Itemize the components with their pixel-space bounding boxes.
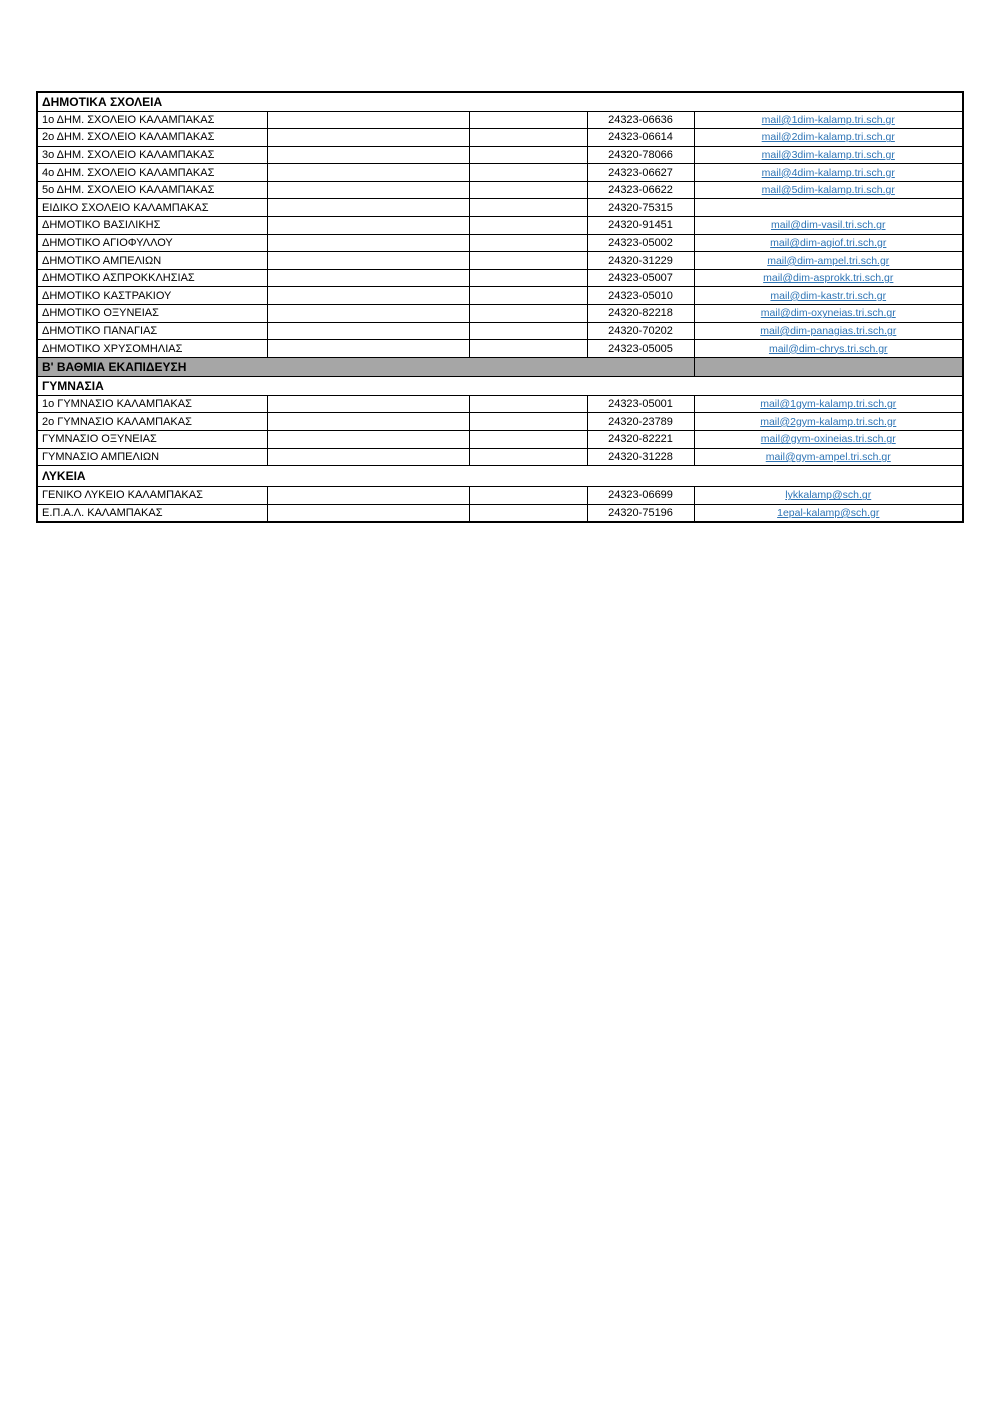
phone-cell: 24323-06627 — [587, 164, 694, 182]
empty-cell — [469, 164, 587, 182]
table-row — [37, 340, 963, 358]
email-cell — [694, 305, 963, 323]
table-row — [37, 504, 963, 522]
table-row — [37, 252, 963, 270]
email-cell — [694, 269, 963, 287]
email-link[interactable]: mail@dim-panagias.tri.sch.gr — [760, 324, 897, 337]
school-name-cell: ΓΥΜΝΑΣΙΟ ΟΞΥΝΕΙΑΣ — [37, 431, 267, 449]
empty-cell — [469, 287, 587, 305]
empty-cell — [267, 164, 469, 182]
empty-cell — [267, 146, 469, 164]
phone-cell: 24323-05005 — [587, 340, 694, 358]
schools-contact-table — [36, 91, 964, 523]
section-title-dimotika: ΔΗΜΟΤΙΚΑ ΣΧΟΛΕΙΑ — [37, 92, 963, 111]
school-name-cell: ΔΗΜΟΤΙΚΟ ΑΣΠΡΟΚΚΛΗΣΙΑΣ — [37, 269, 267, 287]
section-title-secondary: Β' ΒΑΘΜΙΑ ΕΚΑΠΙΔΕΥΣΗ — [37, 357, 694, 376]
phone-cell: 24320-31229 — [587, 252, 694, 270]
empty-cell — [469, 487, 587, 505]
section-title-gymnasia: ΓΥΜΝΑΣΙΑ — [37, 376, 963, 395]
school-name-cell: ΔΗΜΟΤΙΚΟ ΟΞΥΝΕΙΑΣ — [37, 305, 267, 323]
school-name-cell: ΔΗΜΟΤΙΚΟ ΒΑΣΙΛΙΚΗΣ — [37, 217, 267, 235]
email-link[interactable]: mail@3dim-kalamp.tri.sch.gr — [761, 148, 895, 161]
empty-cell — [267, 431, 469, 449]
empty-cell — [267, 217, 469, 235]
section-header-row — [37, 376, 963, 395]
email-cell — [694, 504, 963, 522]
empty-cell — [469, 234, 587, 252]
table-row — [37, 487, 963, 505]
phone-cell: 24320-75315 — [587, 199, 694, 217]
email-link[interactable]: mail@5dim-kalamp.tri.sch.gr — [761, 184, 895, 197]
email-cell — [694, 448, 963, 466]
phone-cell: 24323-06699 — [587, 487, 694, 505]
empty-cell — [267, 340, 469, 358]
email-link[interactable]: mail@dim-agiof.tri.sch.gr — [770, 236, 887, 249]
table-row — [37, 146, 963, 164]
empty-cell — [469, 322, 587, 340]
empty-cell — [267, 269, 469, 287]
school-name-cell: ΕΙΔΙΚΟ ΣΧΟΛΕΙΟ ΚΑΛΑΜΠΑΚΑΣ — [37, 199, 267, 217]
table-row — [37, 448, 963, 466]
table-row — [37, 305, 963, 323]
phone-cell: 24323-05007 — [587, 269, 694, 287]
table-row — [37, 111, 963, 129]
email-link[interactable]: mail@dim-vasil.tri.sch.gr — [771, 219, 886, 232]
email-link[interactable]: mail@dim-oxyneias.tri.sch.gr — [760, 307, 896, 320]
empty-cell — [469, 504, 587, 522]
email-cell — [694, 111, 963, 129]
phone-cell: 24320-70202 — [587, 322, 694, 340]
email-link[interactable]: lykkalamp@sch.gr — [785, 489, 872, 502]
empty-cell — [267, 413, 469, 431]
school-name-cell: 2ο ΔΗΜ. ΣΧΟΛΕΙΟ ΚΑΛΑΜΠΑΚΑΣ — [37, 129, 267, 147]
school-name-cell: 2ο ΓΥΜΝΑΣΙΟ ΚΑΛΑΜΠΑΚΑΣ — [37, 413, 267, 431]
empty-cell — [267, 234, 469, 252]
email-cell — [694, 252, 963, 270]
school-name-cell: ΔΗΜΟΤΙΚΟ ΑΜΠΕΛΙΩΝ — [37, 252, 267, 270]
email-link[interactable]: mail@gym-ampel.tri.sch.gr — [765, 450, 891, 463]
empty-cell — [267, 287, 469, 305]
phone-cell: 24320-82221 — [587, 431, 694, 449]
empty-cell — [469, 269, 587, 287]
table-row — [37, 269, 963, 287]
table-row — [37, 431, 963, 449]
email-cell — [694, 395, 963, 413]
table-row — [37, 395, 963, 413]
empty-cell — [267, 448, 469, 466]
phone-cell: 24320-23789 — [587, 413, 694, 431]
phone-cell: 24323-06614 — [587, 129, 694, 147]
empty-cell — [469, 448, 587, 466]
empty-cell — [469, 252, 587, 270]
phone-cell: 24320-31228 — [587, 448, 694, 466]
email-cell — [694, 181, 963, 199]
phone-cell: 24323-06636 — [587, 111, 694, 129]
table-row — [37, 287, 963, 305]
empty-cell — [267, 181, 469, 199]
email-link[interactable]: mail@1gym-kalamp.tri.sch.gr — [760, 398, 897, 411]
table-row — [37, 129, 963, 147]
email-link[interactable]: mail@dim-ampel.tri.sch.gr — [767, 254, 890, 267]
table-row — [37, 322, 963, 340]
phone-cell: 24323-05010 — [587, 287, 694, 305]
email-cell-empty — [694, 199, 963, 217]
table-row — [37, 217, 963, 235]
email-cell — [694, 129, 963, 147]
empty-cell — [469, 305, 587, 323]
school-name-cell: Ε.Π.Α.Λ. ΚΑΛΑΜΠΑΚΑΣ — [37, 504, 267, 522]
phone-cell: 24320-82218 — [587, 305, 694, 323]
email-cell — [694, 322, 963, 340]
school-name-cell: ΔΗΜΟΤΙΚΟ ΚΑΣΤΡΑΚΙΟΥ — [37, 287, 267, 305]
phone-cell: 24320-75196 — [587, 504, 694, 522]
email-link[interactable]: mail@2gym-kalamp.tri.sch.gr — [760, 415, 897, 428]
empty-cell — [469, 181, 587, 199]
empty-cell — [469, 111, 587, 129]
email-link[interactable]: mail@dim-kastr.tri.sch.gr — [770, 289, 887, 302]
email-cell — [694, 340, 963, 358]
table-row — [37, 181, 963, 199]
email-link[interactable]: 1epal-kalamp@sch.gr — [777, 506, 880, 519]
empty-cell — [267, 252, 469, 270]
email-link[interactable]: mail@gym-oxineias.tri.sch.gr — [760, 433, 896, 446]
empty-cell — [469, 199, 587, 217]
phone-cell: 24320-91451 — [587, 217, 694, 235]
school-name-cell: ΔΗΜΟΤΙΚΟ ΧΡΥΣΟΜΗΛΙΑΣ — [37, 340, 267, 358]
email-link[interactable]: mail@2dim-kalamp.tri.sch.gr — [761, 131, 895, 144]
email-link[interactable]: mail@1dim-kalamp.tri.sch.gr — [761, 113, 895, 126]
email-cell — [694, 217, 963, 235]
school-name-cell: 1ο ΓΥΜΝΑΣΙΟ ΚΑΛΑΜΠΑΚΑΣ — [37, 395, 267, 413]
email-cell — [694, 234, 963, 252]
school-name-cell: 3ο ΔΗΜ. ΣΧΟΛΕΙΟ ΚΑΛΑΜΠΑΚΑΣ — [37, 146, 267, 164]
empty-cell — [267, 322, 469, 340]
school-name-cell: ΔΗΜΟΤΙΚΟ ΑΓΙΟΦΥΛΛΟΥ — [37, 234, 267, 252]
email-cell — [694, 487, 963, 505]
phone-cell: 24323-05001 — [587, 395, 694, 413]
phone-cell: 24323-06622 — [587, 181, 694, 199]
school-name-cell: 5ο ΔΗΜ. ΣΧΟΛΕΙΟ ΚΑΛΑΜΠΑΚΑΣ — [37, 181, 267, 199]
section-header-row — [37, 92, 963, 111]
email-link[interactable]: mail@4dim-kalamp.tri.sch.gr — [761, 166, 895, 179]
table-row — [37, 199, 963, 217]
table-row — [37, 413, 963, 431]
empty-cell — [469, 431, 587, 449]
empty-cell — [469, 395, 587, 413]
email-cell — [694, 287, 963, 305]
school-name-cell: 1ο ΔΗΜ. ΣΧΟΛΕΙΟ ΚΑΛΑΜΠΑΚΑΣ — [37, 111, 267, 129]
email-cell — [694, 146, 963, 164]
email-link[interactable]: mail@dim-asprokk.tri.sch.gr — [763, 272, 894, 285]
gray-empty-cell — [694, 357, 963, 376]
email-cell — [694, 431, 963, 449]
empty-cell — [469, 129, 587, 147]
email-cell — [694, 164, 963, 182]
empty-cell — [267, 129, 469, 147]
table-row — [37, 164, 963, 182]
empty-cell — [267, 504, 469, 522]
empty-cell — [267, 199, 469, 217]
empty-cell — [469, 146, 587, 164]
empty-cell — [267, 487, 469, 505]
school-name-cell: ΓΕΝΙΚΟ ΛΥΚΕΙΟ ΚΑΛΑΜΠΑΚΑΣ — [37, 487, 267, 505]
empty-cell — [267, 305, 469, 323]
table-row — [37, 234, 963, 252]
school-name-cell: ΓΥΜΝΑΣΙΟ ΑΜΠΕΛΙΩΝ — [37, 448, 267, 466]
empty-cell — [469, 217, 587, 235]
empty-cell — [267, 111, 469, 129]
phone-cell: 24320-78066 — [587, 146, 694, 164]
section-header-row-secondary — [37, 357, 963, 376]
section-title-lykeia: ΛΥΚΕΙΑ — [37, 466, 963, 487]
phone-cell: 24323-05002 — [587, 234, 694, 252]
section-header-row — [37, 466, 963, 487]
empty-cell — [469, 340, 587, 358]
school-name-cell: ΔΗΜΟΤΙΚΟ ΠΑΝΑΓΙΑΣ — [37, 322, 267, 340]
empty-cell — [267, 395, 469, 413]
email-link[interactable]: mail@dim-chrys.tri.sch.gr — [768, 342, 888, 355]
empty-cell — [469, 413, 587, 431]
email-cell — [694, 413, 963, 431]
school-name-cell: 4ο ΔΗΜ. ΣΧΟΛΕΙΟ ΚΑΛΑΜΠΑΚΑΣ — [37, 164, 267, 182]
